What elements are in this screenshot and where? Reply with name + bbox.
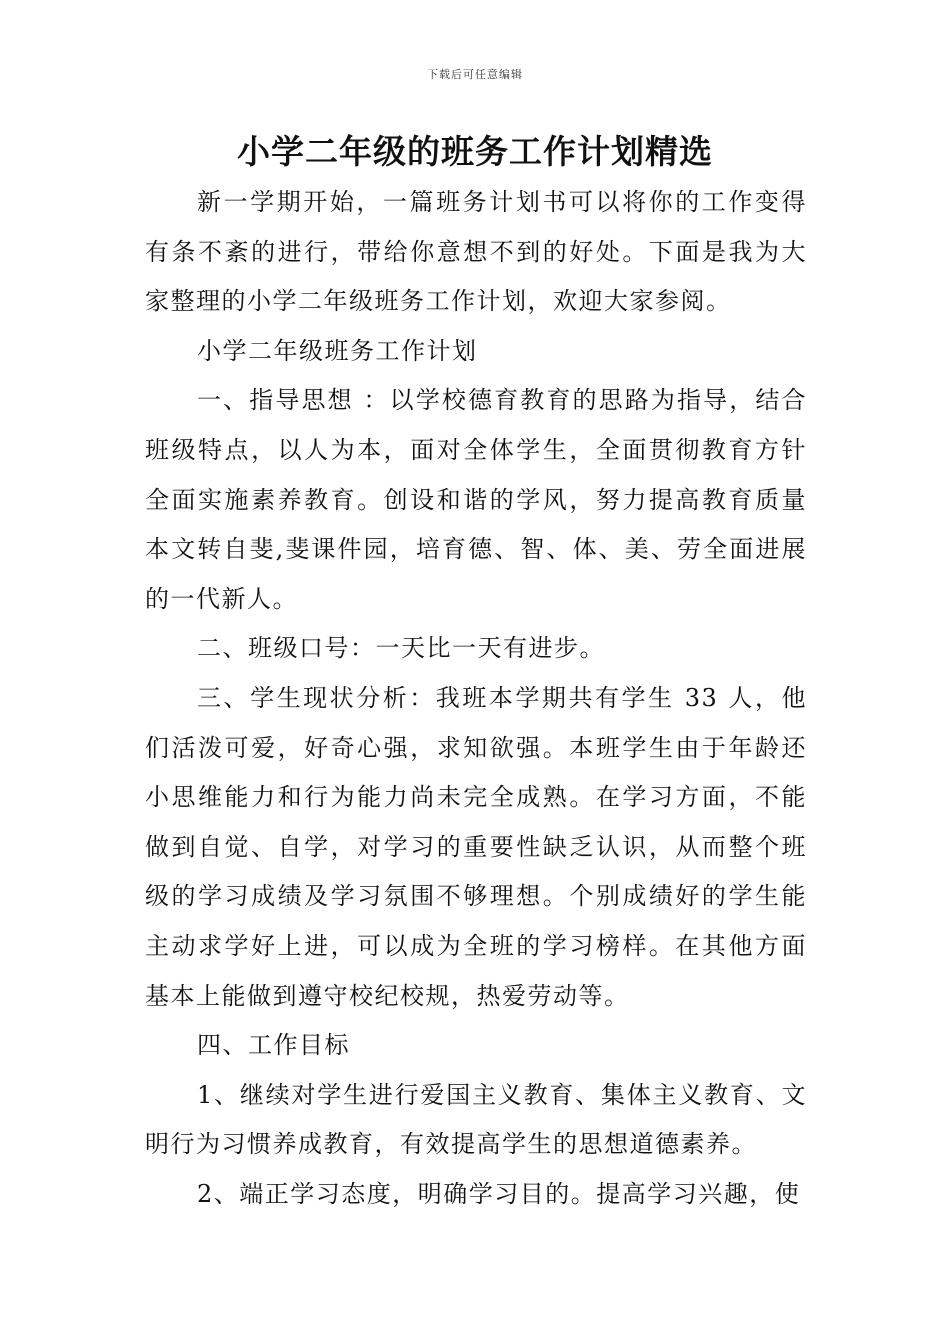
document-title: 小学二年级的班务工作计划精选 — [237, 132, 713, 171]
paragraph-intro: 新一学期开始，一篇班务计划书可以将你的工作变得有条不紊的进行，带给你意想不到的好处。下面是我为大家整理的小学二年级班务工作计划，欢迎大家参阅。 — [145, 188, 807, 316]
paragraph-class-slogan: 二、班级口号：一天比一天有进步。 — [197, 634, 605, 663]
document-body — [145, 178, 807, 1219]
paragraph-goal-1: 1、继续对学生进行爱国主义教育、集体主义教育、文明行为习惯养成教育，有效提高学生的思想道德素养。 — [145, 1080, 807, 1159]
paragraph-goal-2: 2、端正学习态度，明确学习目的。提高学习兴趣，使 — [197, 1179, 801, 1208]
page-header-note: 下载后可任意编辑 — [427, 68, 523, 81]
paragraph-guiding-ideology: 一、指导思想 ：以学校德育教育的思路为指导，结合班级特点，以人为本，面对全体学生，全面贯彻教育方针全面实施素养教育。创设和谐的学风，努力提高教育质量本文转自斐,斐课件园，培育德、智、体、美、劳全面进展的一代新人。 — [145, 386, 807, 613]
paragraph-student-analysis: 三、学生现状分析：我班本学期共有学生 33 人，他们活泼可爱，好奇心强，求知欲强。本班学生由于年龄还小思维能力和行为能力尚未完全成熟。在学习方面，不能做到自觉、自学，对学习的重要性缺乏认识，从而整个班级的学习成绩及学习氛围不够理想。个别成绩好的学生能主动求学好上进，可以成为全班的学习榜样。在其他方面基本上能做到遵守校纪校规，热爱劳动等。 — [145, 683, 807, 1010]
paragraph-work-goals-heading: 四、工作目标 — [197, 1031, 350, 1060]
paragraph-subtitle: 小学二年级班务工作计划 — [197, 336, 478, 365]
